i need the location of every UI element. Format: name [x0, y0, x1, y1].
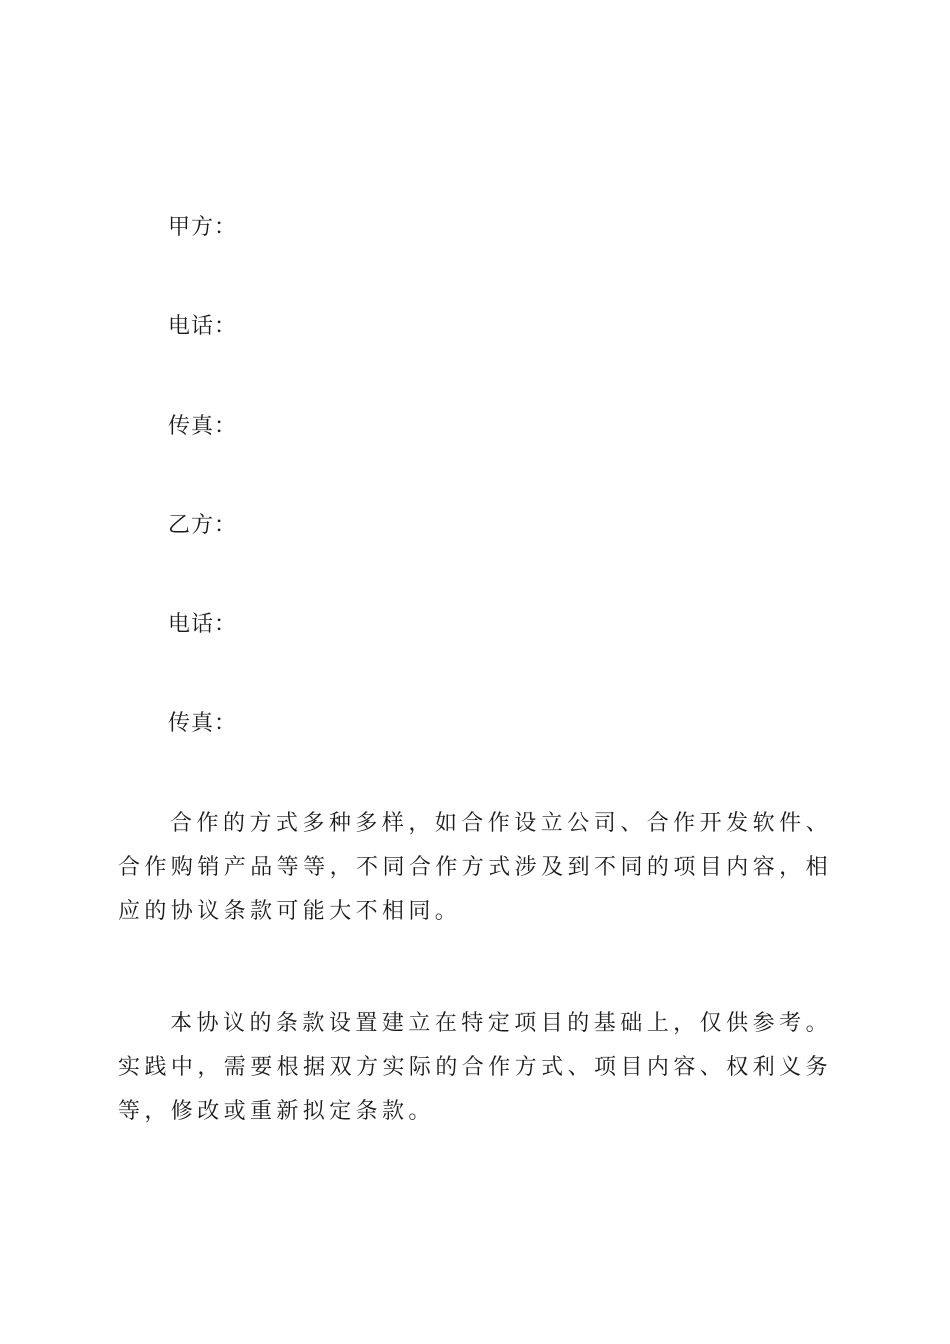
paragraph-reference-note: 本协议的条款设置建立在特定项目的基础上，仅供参考。实践中，需要根据双方实际的合作方式、项目内容、权利义务等，修改或重新拟定条款。 [118, 1011, 832, 1124]
party-a-fax-label: 传真： [168, 414, 238, 439]
party-b-label: 乙方： [168, 513, 238, 538]
party-a-phone-label: 电话： [168, 314, 238, 339]
party-b-fax-label: 传真： [168, 711, 238, 736]
party-a-label: 甲方： [168, 215, 238, 240]
paragraph-cooperation-methods: 合作的方式多种多样，如合作设立公司、合作开发软件、合作购销产品等等，不同合作方式涉及到不同的项目内容，相应的协议条款可能大不相同。 [118, 811, 832, 924]
party-b-phone-label: 电话： [168, 612, 238, 637]
